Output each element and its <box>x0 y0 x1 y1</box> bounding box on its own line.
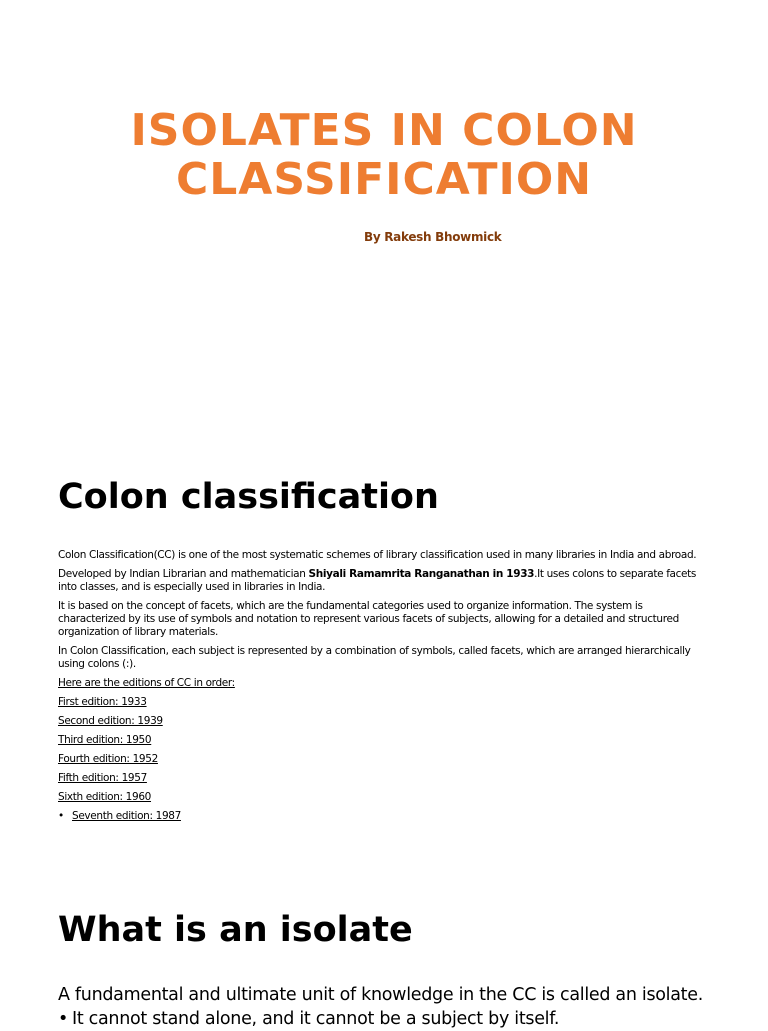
paragraph-facets: It is based on the concept of facets, which are the fundamental categories used to organize information. The system is characterized by its use of symbols and notation to represent various facets of subjects, allowing for a detailed and structured organization of library materials. <box>58 600 679 638</box>
edition-item: Third edition: 1950 <box>58 734 152 746</box>
edition-item: Fourth edition: 1952 <box>58 753 158 765</box>
title-line-1: ISOLATES IN COLON <box>130 105 638 156</box>
edition-item: Sixth edition: 1960 <box>58 791 152 803</box>
title-slide <box>0 0 768 430</box>
developer-suffix: .It uses colons to separate facets into classes, and is especially used in libraries in India. <box>58 568 697 593</box>
isolate-definition: A fundamental and ultimate unit of knowledge in the CC is called an isolate. <box>58 985 703 1005</box>
edition-item: First edition: 1933 <box>58 696 147 708</box>
paragraph-cc-intro: Colon Classification(CC) is one of the most systematic schemes of library classification used in many libraries in India and abroad. <box>58 549 697 561</box>
editions-intro: Here are the editions of CC in order: <box>58 677 235 689</box>
bullet-dot: • <box>58 1009 69 1029</box>
bullet-dot: • <box>58 810 64 822</box>
colon-classification-heading: Colon classification <box>58 477 439 517</box>
paragraph-developer <box>58 568 708 594</box>
edition-item: Fifth edition: 1957 <box>58 772 147 784</box>
developer-name: Shiyali Ramamrita Ranganathan in 1933 <box>308 568 535 580</box>
isolate-heading: What is an isolate <box>58 910 413 950</box>
edition-bullet-item <box>58 810 708 823</box>
author-byline: By Rakesh Bhowmick <box>364 230 502 244</box>
edition-item-seventh: Seventh edition: 1987 <box>72 810 181 822</box>
isolate-bullet-text: It cannot stand alone, and it cannot be a subject by itself. <box>72 1009 560 1029</box>
isolate-bullet-item <box>58 1007 748 1031</box>
edition-item: Second edition: 1939 <box>58 715 163 727</box>
paragraph-symbols: In Colon Classification, each subject is represented by a combination of symbols, called facets, which are arranged hierarchically using colons (:). <box>58 645 691 670</box>
developer-prefix: Developed by Indian Librarian and mathematician <box>58 568 309 580</box>
title-line-2: CLASSIFICATION <box>175 154 593 205</box>
presentation-title <box>40 106 728 204</box>
colon-classification-body <box>58 549 708 823</box>
